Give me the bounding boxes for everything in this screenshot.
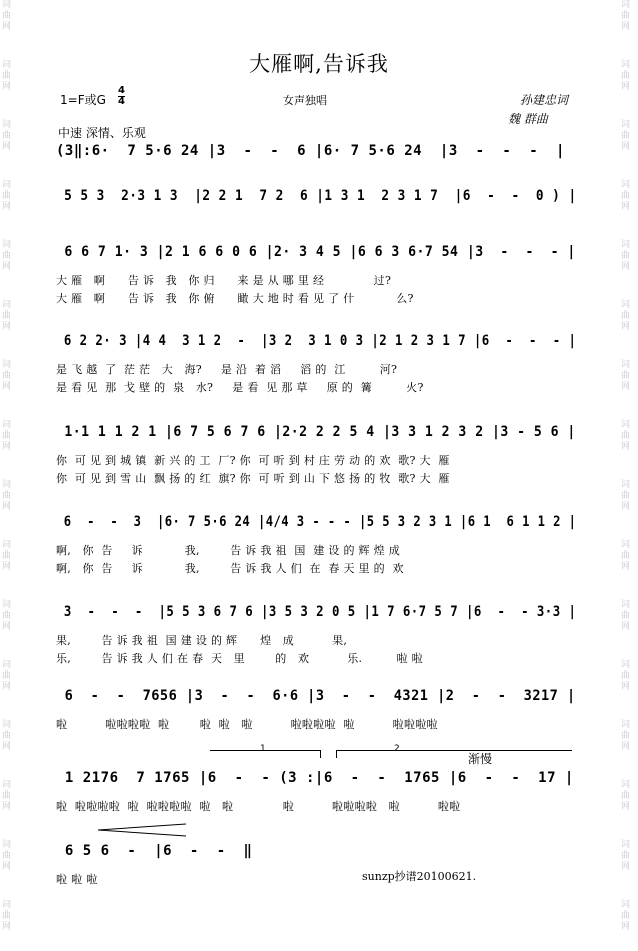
watermark-char: 曲 xyxy=(621,71,631,81)
watermark-char: 网 xyxy=(621,382,631,392)
lyric-line-1: 啦 啦啦啦啦 啦 啦 啦 啦 啦啦啦啦 啦 啦啦啦啦 xyxy=(56,718,438,731)
watermark-char: 网 xyxy=(2,262,12,272)
key-signature: 1=F或G xyxy=(60,93,106,107)
watermark-char: 曲 xyxy=(621,851,631,861)
notation-line: 6 5 6 - |6 - - ‖ xyxy=(56,843,253,859)
watermark-char: 词 xyxy=(2,180,12,190)
watermark-char: 曲 xyxy=(621,551,631,561)
notation-line: 5 5 3 2·3 1 3 |2 2 1 7 2 6 |1 3 1 2 3 1 7 |6 - - 0 ) | xyxy=(56,188,577,204)
watermark-char: 词 xyxy=(2,60,12,70)
notation-line: 1 2176 7 1765 |6 - - (3 :|6 - - 1765 |6 - - 17 | xyxy=(56,770,574,786)
notation-line: 6 6 7 1· 3 |2 1 6 6 0 6 |2· 3 4 5 |6 6 3 6·7 54 |3 - - - | xyxy=(56,244,576,260)
lyric-line-1: 啊, 你 告 诉 我, 告 诉 我 祖 国 建 设 的 辉 煌 成 xyxy=(56,544,401,557)
watermark-char: 曲 xyxy=(2,251,12,261)
watermark-char: 网 xyxy=(2,562,12,572)
watermark-char: 词 xyxy=(2,480,12,490)
lyric-line-1: 你 可 见 到 城 镇 新 兴 的 工 厂? 你 可 听 到 村 庄 劳 动 的 欢 歌? 大 雁 xyxy=(56,454,450,467)
watermark-char: 网 xyxy=(2,742,12,752)
watermark-char: 曲 xyxy=(2,71,12,81)
volta-brackets xyxy=(0,744,638,774)
transcriber-credit: sunzp抄谱20100621. xyxy=(362,870,477,883)
notation-line: (3‖:6· 7 5·6 24 |3 - - 6 |6· 7 5·6 24 |3 - - - | xyxy=(56,143,565,159)
watermark-char: 曲 xyxy=(621,791,631,801)
watermark-char: 词 xyxy=(621,660,631,670)
watermark-char: 网 xyxy=(2,142,12,152)
watermark-char: 网 xyxy=(621,802,631,812)
tempo-marking: 中速 深情、乐观 xyxy=(58,126,146,140)
lyric-line-1: 啦 啦啦啦啦 啦 啦啦啦啦 啦 啦 啦 啦啦啦啦 啦 啦啦 xyxy=(56,800,461,813)
watermark-char: 词 xyxy=(2,120,12,130)
watermark-char: 词 xyxy=(621,540,631,550)
watermark-char: 词 xyxy=(621,300,631,310)
watermark-char: 网 xyxy=(621,82,631,92)
watermark-char: 词 xyxy=(621,120,631,130)
watermark-char: 曲 xyxy=(2,191,12,201)
watermark-char: 词 xyxy=(621,60,631,70)
watermark-char: 网 xyxy=(621,862,631,872)
lyricist: 孙建忠词 xyxy=(520,93,569,107)
notation-line: 6 - - 7656 |3 - - 6·6 |3 - - 4321 |2 - - 3217 | xyxy=(56,688,576,704)
watermark-char: 曲 xyxy=(621,611,631,621)
watermark-char: 网 xyxy=(621,742,631,752)
watermark-char: 曲 xyxy=(621,491,631,501)
watermark-char: 网 xyxy=(2,682,12,692)
watermark-char: 网 xyxy=(2,82,12,92)
watermark-char: 曲 xyxy=(621,911,631,921)
watermark-char: 词 xyxy=(2,600,12,610)
watermark-char: 网 xyxy=(621,562,631,572)
watermark-char: 曲 xyxy=(2,671,12,681)
watermark-char: 网 xyxy=(2,622,12,632)
watermark-char: 网 xyxy=(2,382,12,392)
watermark-char: 曲 xyxy=(621,431,631,441)
notation-line: 1·1 1 1 2 1 |6 7 5 6 7 6 |2·2 2 2 5 4 |3 3 1 2 3 2 |3 - 5 6 | xyxy=(56,424,576,440)
watermark-char: 曲 xyxy=(621,311,631,321)
composer: 魏 群曲 xyxy=(508,112,548,126)
watermark-char: 词 xyxy=(2,780,12,790)
watermark-char: 网 xyxy=(621,322,631,332)
time-signature-top: 4 xyxy=(118,85,125,96)
watermark-char: 网 xyxy=(2,802,12,812)
watermark-char: 网 xyxy=(2,922,12,932)
second-ending-label: 2 xyxy=(394,744,400,754)
watermark-char: 曲 xyxy=(2,431,12,441)
notation-line: 6 - - 3 |6· 7 5·6 24 |4/4 3 - - - |5 5 3 2 3 1 |6 1 6 1 1 2 | xyxy=(56,514,577,530)
watermark-char: 网 xyxy=(621,202,631,212)
watermark-char: 词 xyxy=(621,480,631,490)
watermark-char: 词 xyxy=(2,540,12,550)
notation-line: 3 - - - |5 5 3 6 7 6 |3 5 3 2 0 5 |1 7 6·7 5 7 |6 - - 3·3 | xyxy=(56,604,577,620)
watermark-char: 词 xyxy=(2,360,12,370)
song-title: 大雁啊,告诉我 xyxy=(249,52,389,76)
watermark-char: 词 xyxy=(621,780,631,790)
time-signature-bottom: 4 xyxy=(118,96,125,107)
lyric-line-1: 是 飞 越 了 茫 茫 大 海? 是 沿 着 滔 滔 的 江 河? xyxy=(56,363,398,376)
lyric-line-2: 是 看 见 那 戈 壁 的 泉 水? 是 看 见 那 草 原 的 篝 火? xyxy=(56,381,424,394)
watermark-char: 词 xyxy=(621,840,631,850)
watermark-char: 词 xyxy=(621,180,631,190)
watermark-char: 词 xyxy=(2,660,12,670)
lyric-line-1: 大 雁 啊 告 诉 我 你 归 来 是 从 哪 里 经 过? xyxy=(56,274,392,287)
watermark-char: 网 xyxy=(2,502,12,512)
decrescendo-hairpin xyxy=(98,823,188,837)
watermark-char: 曲 xyxy=(2,731,12,741)
watermark-char: 网 xyxy=(621,502,631,512)
watermark-char: 曲 xyxy=(621,371,631,381)
notation-line: 6 2 2· 3 |4 4 3 1 2 - |3 2 3 1 0 3 |2 1 2 3 1 7 |6 - - - | xyxy=(56,333,577,349)
watermark-char: 曲 xyxy=(2,371,12,381)
watermark-char: 词 xyxy=(621,420,631,430)
lyric-line-1: 啦 啦 啦 xyxy=(56,873,98,886)
watermark-char: 曲 xyxy=(2,851,12,861)
watermark-char: 词 xyxy=(2,240,12,250)
watermark-char: 网 xyxy=(2,442,12,452)
watermark-char: 网 xyxy=(621,622,631,632)
first-ending-label: 1 xyxy=(260,744,266,754)
watermark-char: 词 xyxy=(621,600,631,610)
watermark-char: 词 xyxy=(2,720,12,730)
watermark-char: 网 xyxy=(2,322,12,332)
watermark-char: 曲 xyxy=(621,671,631,681)
watermark-char: 曲 xyxy=(621,731,631,741)
watermark-char: 曲 xyxy=(2,11,12,21)
watermark-char: 曲 xyxy=(2,611,12,621)
watermark-char: 网 xyxy=(621,442,631,452)
lyric-line-2: 你 可 见 到 雪 山 飘 扬 的 红 旗? 你 可 听 到 山 下 悠 扬 的 牧 歌? 大 雁 xyxy=(56,472,450,485)
lyric-line-2: 啊, 你 告 诉 我, 告 诉 我 人 们 在 春 天 里 的 欢 xyxy=(56,562,404,575)
time-signature xyxy=(118,86,125,107)
watermark-char: 网 xyxy=(621,922,631,932)
watermark-char: 网 xyxy=(2,202,12,212)
watermark-char: 曲 xyxy=(2,791,12,801)
voice-type: 女声独唱 xyxy=(283,94,327,107)
watermark-char: 曲 xyxy=(2,551,12,561)
watermark-char: 曲 xyxy=(621,251,631,261)
watermark-right xyxy=(621,0,635,951)
watermark-char: 词 xyxy=(621,240,631,250)
lyric-line-1: 果, 告 诉 我 祖 国 建 设 的 辉 煌 成 果, xyxy=(56,634,348,647)
watermark-char: 网 xyxy=(2,862,12,872)
watermark-char: 网 xyxy=(621,22,631,32)
lyric-line-2: 乐, 告 诉 我 人 们 在 春 天 里 的 欢 乐. 啦 啦 xyxy=(56,652,423,665)
lyric-line-2: 大 雁 啊 告 诉 我 你 俯 瞰 大 地 时 看 见 了 什 么? xyxy=(56,292,414,305)
watermark-char: 词 xyxy=(2,0,12,10)
watermark-char: 词 xyxy=(621,900,631,910)
tempo-change-marking: 渐慢 xyxy=(468,752,493,766)
watermark-char: 词 xyxy=(621,360,631,370)
watermark-char: 词 xyxy=(2,900,12,910)
watermark-char: 词 xyxy=(621,720,631,730)
watermark-char: 曲 xyxy=(2,491,12,501)
watermark-char: 词 xyxy=(2,420,12,430)
watermark-char: 曲 xyxy=(2,131,12,141)
watermark-char: 网 xyxy=(621,142,631,152)
watermark-char: 网 xyxy=(621,262,631,272)
watermark-char: 网 xyxy=(2,22,12,32)
watermark-char: 网 xyxy=(621,682,631,692)
watermark-char: 曲 xyxy=(2,911,12,921)
watermark-char: 词 xyxy=(2,300,12,310)
watermark-char: 词 xyxy=(2,840,12,850)
watermark-char: 曲 xyxy=(621,11,631,21)
watermark-char: 曲 xyxy=(2,311,12,321)
watermark-char: 词 xyxy=(621,0,631,10)
watermark-char: 曲 xyxy=(621,131,631,141)
watermark-left xyxy=(2,0,16,951)
watermark-char: 曲 xyxy=(621,191,631,201)
